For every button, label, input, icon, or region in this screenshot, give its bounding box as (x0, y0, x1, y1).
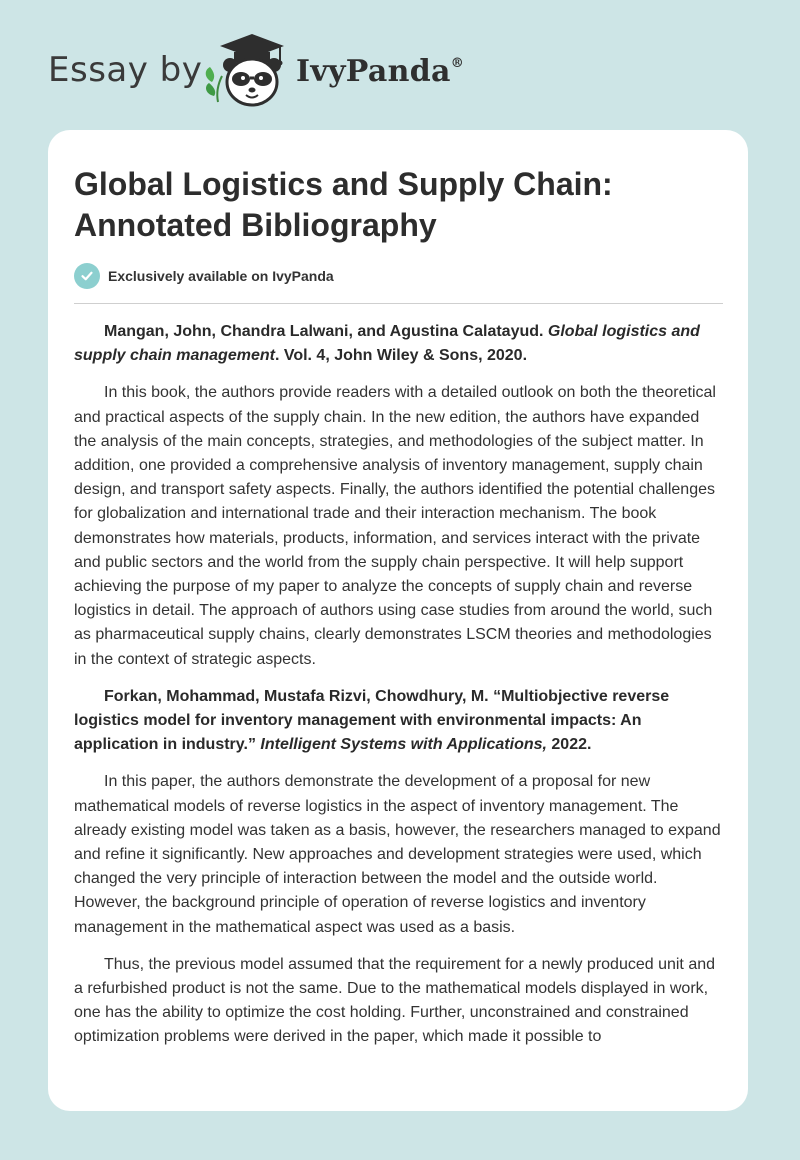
ivypanda-logo[interactable] (200, 32, 294, 110)
citation-2-authors: Forkan, Mohammad, Mustafa Rizvi, Chowdhury, M. “Multiobjective reverse logistics model for inventory management with environmental impacts: An application in industry.” (74, 687, 670, 754)
exclusive-badge-label: Exclusively available on IvyPanda (108, 268, 334, 284)
citation-1-details: . Vol. 4, John Wiley & Sons, 2020. (274, 347, 528, 365)
divider (74, 303, 723, 304)
annotation-3: Thus, the previous model assumed that the requirement for a newly produced unit and a refurbished product is not the same. Due to the mathematical models displayed in work, one has the ability to optimize the cost holding. Further, unconstrained and constrained optimization problems were derived in the paper, which made it possible to (74, 955, 716, 1046)
essay-by-label: Essay by (48, 50, 203, 90)
site-header (0, 0, 800, 130)
annotation-2: In this paper, the authors demonstrate the development of a proposal for new mathematical models of reverse logistics in the aspect of inventory management. The already existing model was taken as a basis, however, the researchers managed to expand and refine it significantly. New approaches and development strategies were used, which changed the very principle of interaction between the model and the outside world. However, the background principle of operation of reverse logistics and inventory management in the mathematical aspect was used as a basis. (74, 773, 721, 936)
exclusive-badge (74, 263, 334, 289)
citation-2-journal: Intelligent Systems with Applications, (260, 736, 547, 754)
citation-1-work: Global logistics and supply chain management (74, 323, 700, 365)
checkmark-icon (74, 263, 100, 289)
brand-text: IvyPanda (296, 54, 451, 89)
essay-body (74, 320, 724, 1063)
citation-1 (74, 320, 724, 368)
citation-1-authors: Mangan, John, Chandra Lalwani, and Agustina Calatayud. (104, 323, 548, 340)
essay-card (48, 130, 748, 1111)
panda-mascot-icon (200, 32, 294, 110)
registered-mark: ® (450, 56, 465, 71)
citation-2-year: 2022. (546, 736, 592, 754)
citation-2 (74, 685, 724, 758)
brand-name[interactable] (296, 54, 464, 89)
page-title: Global Logistics and Supply Chain: Annotated Bibliography (74, 166, 613, 243)
annotation-1: In this book, the authors provide readers with a detailed outlook on both the theoretical and practical aspects of the supply chain. In the new edition, the authors have expanded the analysis of the main concepts, strategies, and methodologies of the subject matter. In addition, one provided a comprehensive analysis of inventory management, supply chain design, and transport safety aspects. Finally, the authors identified the potential challenges for globalization and international trade and their interaction mechanism. The book demonstrates how materials, products, information, and services interact with the private and public sectors and the world from the supply chain perspective. It will help support achieving the purpose of my paper to analyze the concepts of supply chain and reverse logistics in detail. The approach of authors using case studies from around the world, such as pharmaceutical supply chains, clearly demonstrates LSCM theories and methodologies in the context of strategic aspects. (74, 384, 716, 668)
